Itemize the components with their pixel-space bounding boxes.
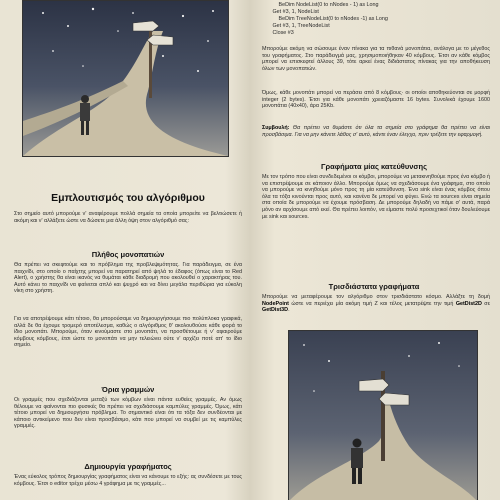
3d-graphs-paragraph [262,294,490,314]
code-line-3: BeDim TreeNodeList(0 to nNodes -1) as Long [262,16,388,22]
subheading-path-count: Πλήθος μονοπατιών [91,250,165,259]
tip-paragraph [262,125,490,138]
3d-text-c: σε [481,300,491,307]
code-line-1: BeDim NodeList(0 to nNodes - 1) as Long [262,2,379,8]
3d-text-b: ώστε να περιέχει μία ακόμη τιμή Z και τέλος μετατρέψτε την τιμή [288,300,456,307]
one-way-graphs-paragraph: Με τον τρόπο που είναι συνδεδεμένοι οι κόμβοι, μπορούμε να μετακινηθούμε προς ένα κόμβο ή να επιστρέψουμε σε κάποιον άλλο. Μπορούμε όμως να σχεδιάσουμε ένα γράφημα, στο οποίο να μπορούμε να κινηθούμε μόνο προς τη μία κατεύθυνση. Ένα sink είναι ένας κόμβος όπου όλα τα τόξα κινούνται προς αυτό, και κανένα δε μπορεί να φύγει. Ενώ τα sources είναι σημεία στα οποία δε μπορούμε να έχουμε πρόσβαση. Δε μπορούμε δηλαδή να πάμε σ' αυτά, παρά μόνο αν αρχίσουμε από εκεί. Θα πρέπει λοιπόν, να είμαστε πολύ προσεχτικοί όταν δουλεύουμε με sink και sources. [262,174,490,220]
crossroads-artwork [23,1,228,156]
line-limits-paragraph: Οι γραμμές που σχεδιάζονται μεταξύ των κόμβων είναι πάντα ευθείες γραμμές. Αν όμως θέλουμε να φαίνονται πιο φυσικές θα πρέπει να σχεδιάσουμε καμπύλες γραμμές. Όμως, κάτι τέτοιο μπορεί να δημιουργήσει πρόβλημα. Το σημαντικό είναι ότι τα τόξα δεν συνδέονται με κάποιο αντικείμενο που δεν είναι προσβάσιμο, κάτι που μπορεί να συμβεί με τις καμπύλες γραμμές. [14,397,242,430]
signpost-artwork [289,331,477,500]
right-column [256,0,492,500]
subheading-3d-graphs: Τρισδιάστατα γραφήματα [328,282,420,291]
path-count-paragraph-2: Για να αποτρέψουμε κάτι τέτοιο, θα μπορούσαμε να δημιουργήσουμε πιο πολύπλοκα γραφικά, αλλά δε θα έχουμε τρομερό αποτέλεσμα, καθώς ο αλγόριθμος θ' ακολουθούσε κάθε φορά το ίδιο μονοπάτι. Μπορούμε, όταν κινούμαστε στο μονοπάτι, να προσθέτουμε ή ν' αφαιρούμε κόμβους κόμβους, έτσι ώστε το μονοπάτι να μην τελειώνει ούτε ν' αρχίζει ποτέ απ' το ίδιο σημείο. [14,316,242,349]
keyword-getdist2d: GetDist2D [455,300,482,307]
path-count-paragraph-1: Θα πρέπει να σκεφτούμε και το πρόβλημα της προβλεψιμότητας. Για παράδειγμα, σε ένα παιχνίδι, στο οποίο ο παίχτης μπορεί να παρατηρεί από ψηλά το έδαφος (όπως είναι το Red Alert), ο χρήστης θα είναι ικανός να θυμάται κάθε διαδρομή που ακολουθεί ο χαρακτήρας του. Αυτό κάνει το παιχνίδι να φαίνεται απλό και ψυχρό και να δίνει μεγάλα περιθώρια για εύκολη νίκη στο χρήστη. [14,262,242,295]
paths-array-paragraph: Μπορούμε ακόμη να σώσουμε έναν πίνακα για τα πιθανά μονοπάτια, ανάλογα με το μέγεθος του γραφήματος. Στο παράδειγμά μας, χρησιμοποιήθηκαν 40 κόμβους. Έτσι αν κάθε κόμβος μπορεί να επισκεφτεί άλλους 39, τότε αρκεί ένας διδιάστατος πίνακας για την αποθήκευση όλων των μονοπατιών. [262,46,490,72]
illustration-crossroads [22,0,229,157]
section-heading-enrichment: Εμπλουτισμός του αλγόριθμου [51,192,205,204]
code-line-2: Get #3, 1, NodeList [262,9,319,15]
code-line-5: Close #3 [262,30,294,36]
code-line-4: Get #3, 1, TreeNodeList [262,23,330,29]
subheading-one-way-graphs: Γραφήματα μίας κατεύθυνσης [320,162,428,171]
3d-text-d: . [288,307,290,314]
3d-text-a: Μπορούμε να μεταφέρουμε τον αλγόριθμο στον τρισδιάστατο κόσμο. Αλλάξτε τη δομή [262,294,490,300]
graph-creation-paragraph: Ένας εύκολος τρόπος δημιουργίας γραφήματος είναι να κάνουμε το εξής: ας συνδέσετε με τους κόμβους. Έτσι ο editor τρέχει μέσω 4 γράφημα με τις γραμμές... [14,474,242,487]
path-bytes-paragraph: Όμως, κάθε μονοπάτι μπορεί να περάσει από 8 κόμβους· οι οποίοι αποθηκεύονται σε μορφή integer (2 bytes). Έτσι για κάθε μονοπάτι χρειαζόμαστε 16 bytes. Συνολικά έχουμε 1600 μονοπάτια (40x40), άρα 25Κb. [262,90,490,110]
intro-paragraph: Στο σημείο αυτό μπορούμε ν' αναφέρουμε πολλά σημεία τα οποία μπορείτε να βελτιώσετε ή ακόμη και ν' αλλάξετε ώστε να δώσετε μια άλλη όψη στον αλγόριθμό σας: [14,211,242,224]
subheading-line-limits: Όρια γραμμών [101,385,155,394]
illustration-signpost [288,330,478,500]
keyword-nodepoint: NodePoint [262,300,289,307]
tip-text: Θα πρέπει να θυμάστε ότι όλα τα σημεία στο γράφημα θα πρέπει να είναι προσβάσιμα. Για να μην κάνετε λάθος σ' αυτό, κάντε έναν έλεγχο, πριν τρέξετε την εφαρμογή. [262,125,490,138]
keyword-getdist3d: GetDist3D [262,307,289,314]
tip-label: Συμβουλή: [262,125,290,131]
subheading-graph-creation: Δημιουργία γραφήματος [84,462,172,471]
left-column [8,0,248,500]
